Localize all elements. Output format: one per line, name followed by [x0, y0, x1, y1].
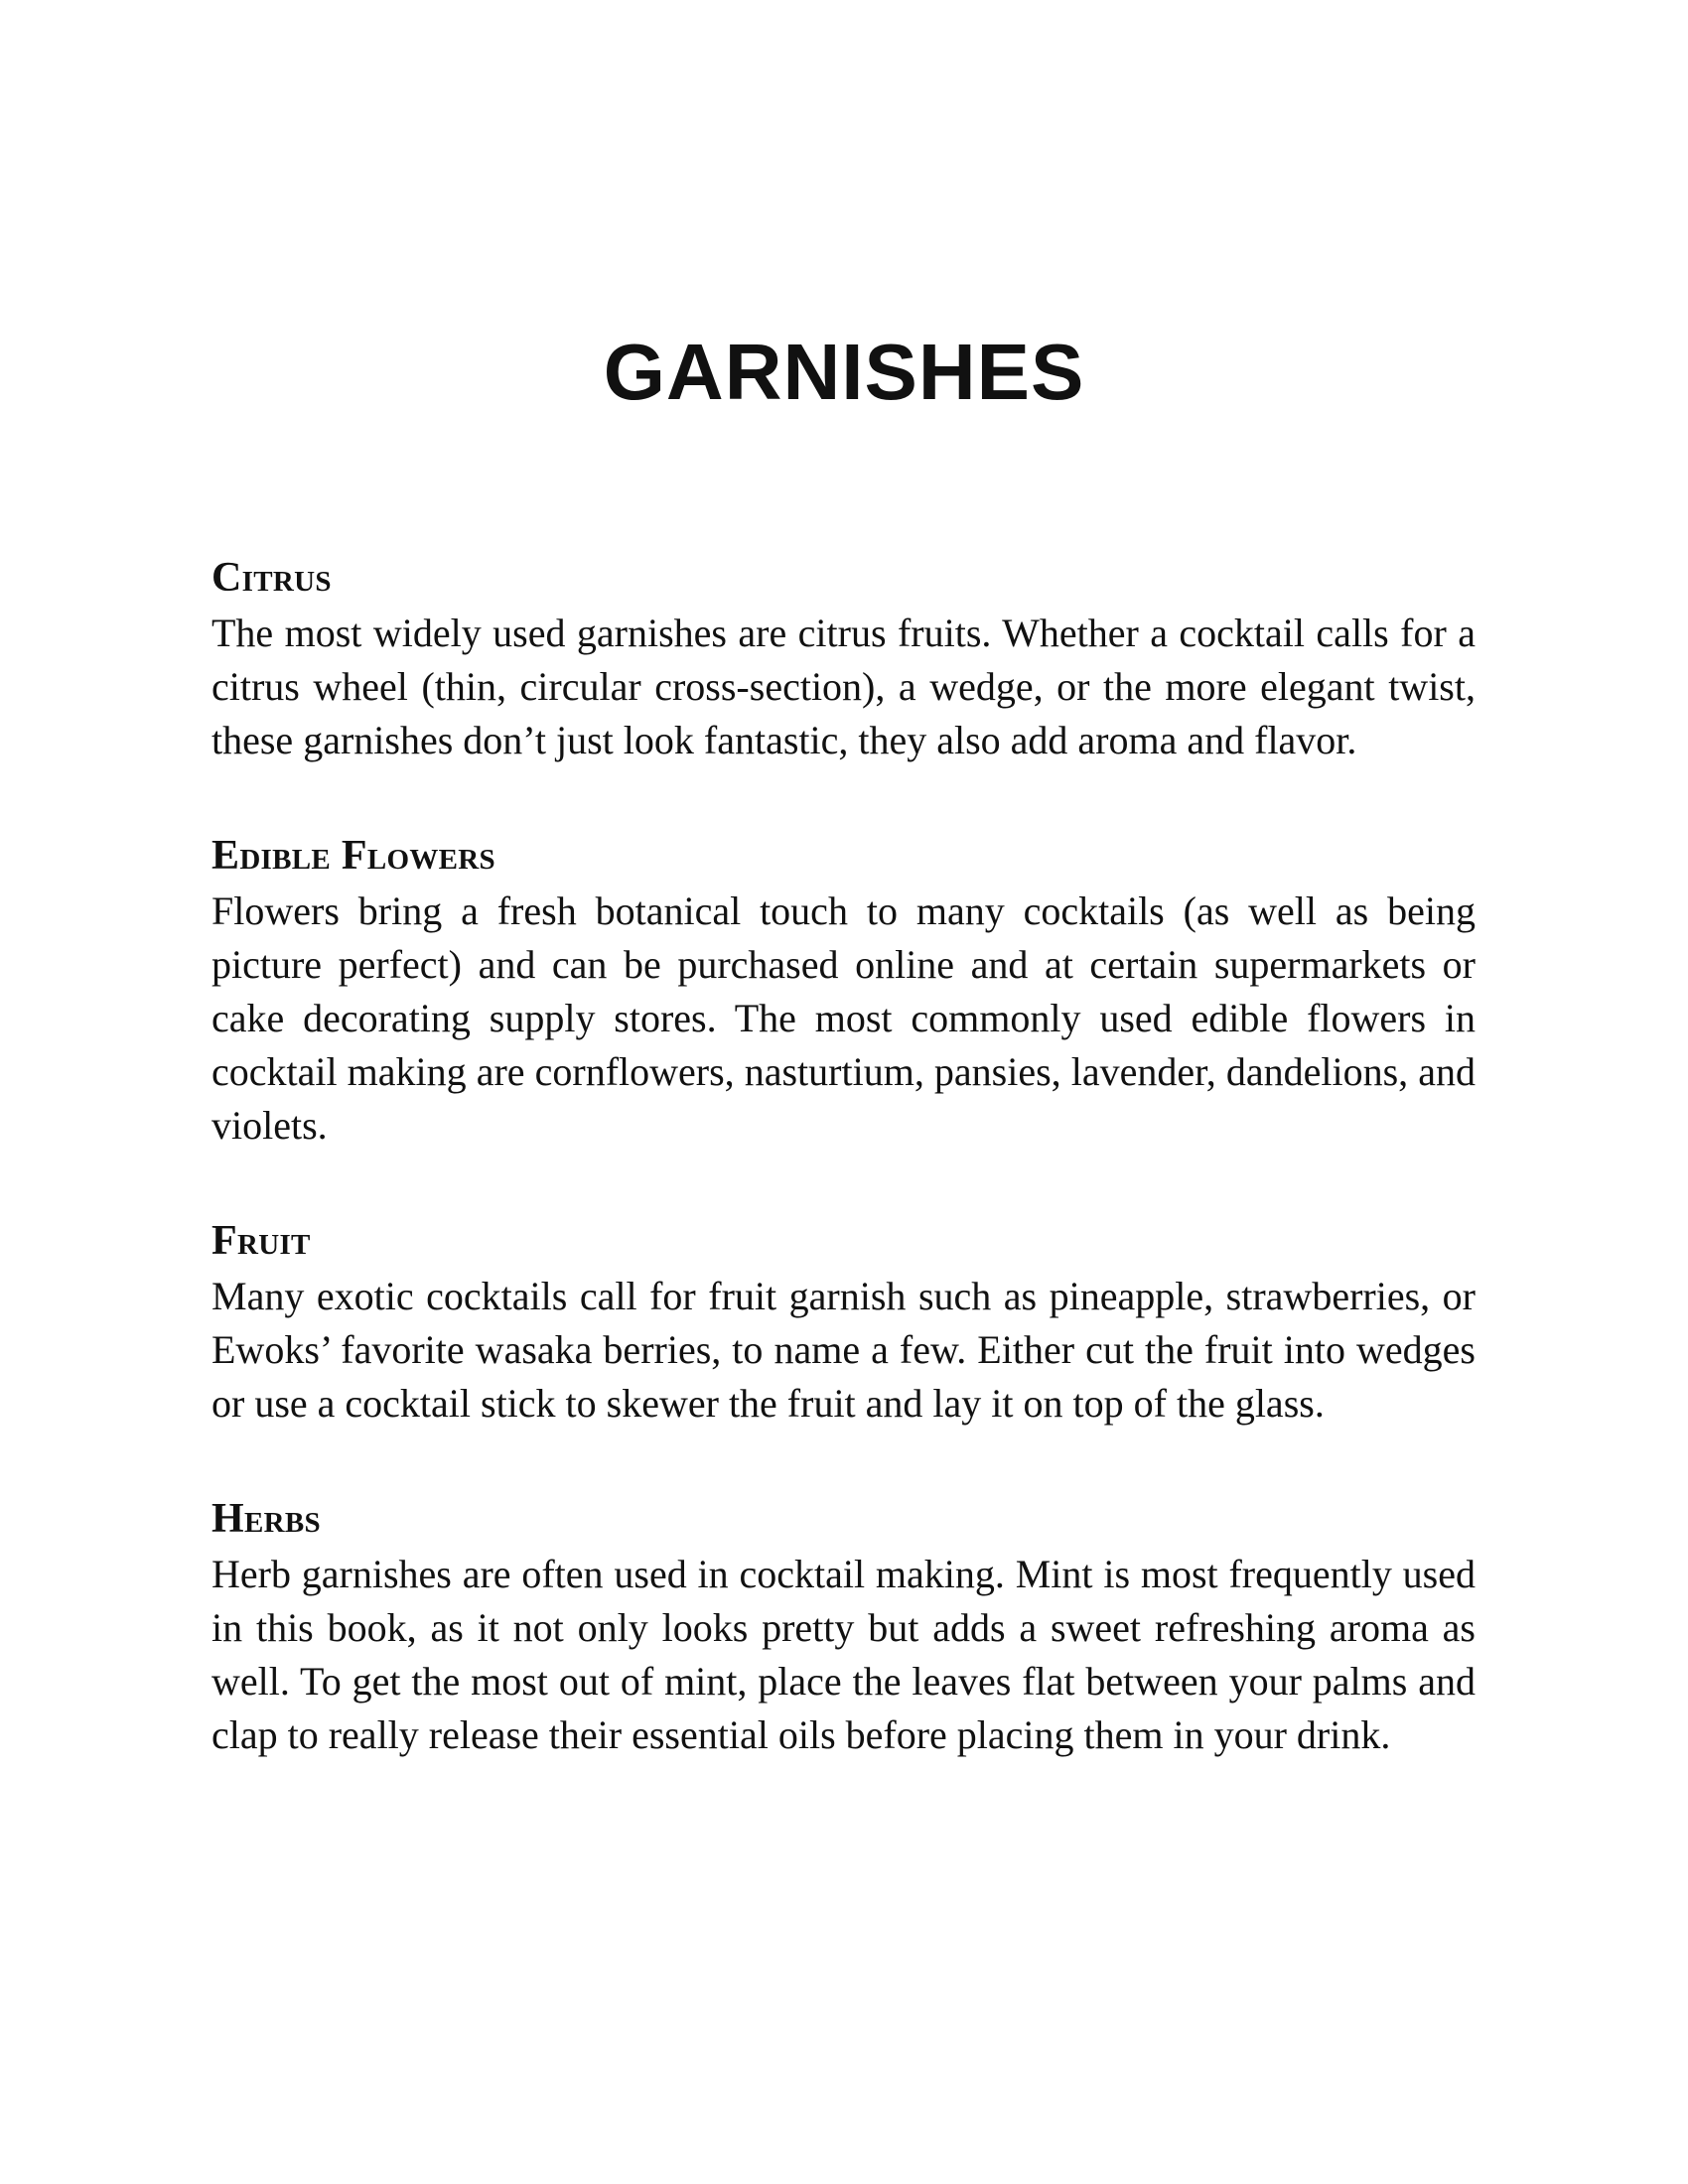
section-heading-citrus: Citrus: [211, 555, 332, 601]
section-citrus: [211, 549, 1476, 767]
section-body-fruit: Many exotic cocktails call for fruit garnish such as pineapple, strawberries, or Ewoks’ favorite wasaka berries, to name a few. Either cut the fruit into wedges or use a cocktail stick to skewer the fruit and lay it on top of the glass.: [211, 1274, 1476, 1426]
page-content: [211, 549, 1476, 1822]
section-body-herbs: Herb garnishes are often used in cocktail making. Mint is most frequently used in this book, as it not only looks pretty but adds a sweet refreshing aroma as well. To get the most out of mint, place the leaves flat between your palms and clap to really release their essential oils before placing them in your drink.: [211, 1552, 1476, 1757]
section-heading-fruit: Fruit: [211, 1218, 311, 1264]
section-fruit: [211, 1212, 1476, 1431]
page-title: GARNISHES: [603, 328, 1085, 416]
section-heading-herbs: Herbs: [211, 1496, 321, 1542]
section-body-citrus: The most widely used garnishes are citrus fruits. Whether a cocktail calls for a citrus wheel (thin, circular cross-section), a wedge, or the more elegant twist, these garnishes don’t just look fantastic, they also add aroma and flavor.: [211, 611, 1476, 762]
section-heading-edible-flowers: Edible Flowers: [211, 833, 495, 879]
section-herbs: [211, 1490, 1476, 1762]
section-body-edible-flowers: Flowers bring a fresh botanical touch to many cocktails (as well as being picture perfect) and can be purchased online and at certain supermarkets or cake decorating supply stores. The most commonly used edible flowers in cocktail making are cornflowers, nasturtium, pansies, lavender, dandelions, and violets.: [211, 888, 1476, 1148]
section-edible-flowers: [211, 827, 1476, 1153]
